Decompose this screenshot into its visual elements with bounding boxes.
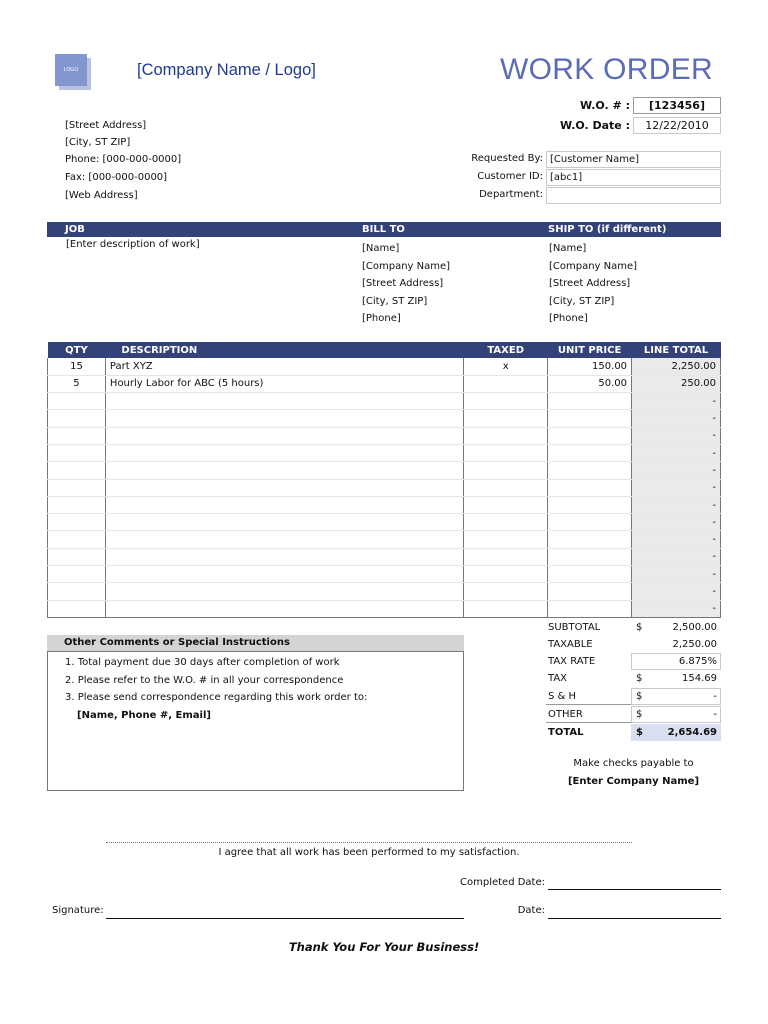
item-description[interactable] xyxy=(105,600,463,617)
table-row xyxy=(48,410,721,427)
item-taxed[interactable] xyxy=(464,427,548,444)
item-qty[interactable] xyxy=(48,462,106,479)
taxed-header: TAXED xyxy=(464,342,548,358)
item-taxed[interactable] xyxy=(464,566,548,583)
comments-box[interactable] xyxy=(47,651,464,791)
completed-date-line[interactable] xyxy=(548,889,721,890)
item-unit-price[interactable] xyxy=(548,410,632,427)
document-title: WORK ORDER xyxy=(500,53,713,86)
item-description[interactable] xyxy=(105,462,463,479)
thank-you-message: Thank You For Your Business! xyxy=(288,940,480,954)
signature-label: Signature: xyxy=(52,905,104,916)
comment-line-3: 3. Please send correspondence regarding this work order to: xyxy=(65,692,368,703)
item-unit-price[interactable] xyxy=(548,514,632,531)
item-line-total: - xyxy=(632,427,721,444)
item-line-total: - xyxy=(632,600,721,617)
customer-id-field[interactable]: [abc1] xyxy=(546,169,721,186)
item-unit-price[interactable]: 50.00 xyxy=(548,375,632,392)
department-field[interactable] xyxy=(546,187,721,204)
item-description[interactable] xyxy=(105,531,463,548)
logo xyxy=(55,54,91,90)
total-value: 2,654.69 xyxy=(667,727,717,738)
item-unit-price[interactable] xyxy=(548,427,632,444)
item-line-total: 2,250.00 xyxy=(632,358,721,375)
item-description[interactable] xyxy=(105,548,463,565)
tax-rate-label: TAX RATE xyxy=(548,656,596,667)
total-row xyxy=(546,724,721,741)
item-taxed[interactable] xyxy=(464,444,548,461)
agreement-text: I agree that all work has been performed to my satisfaction. xyxy=(218,847,520,858)
item-qty[interactable] xyxy=(48,514,106,531)
item-description[interactable] xyxy=(105,514,463,531)
other-value[interactable]: - xyxy=(713,709,717,720)
bill-to-header: BILL TO xyxy=(362,224,405,235)
item-unit-price[interactable] xyxy=(548,566,632,583)
agreement-divider xyxy=(106,842,632,843)
item-line-total: - xyxy=(632,514,721,531)
table-row xyxy=(48,600,721,617)
item-taxed[interactable]: x xyxy=(464,358,548,375)
ship-to-block[interactable] xyxy=(549,240,637,328)
taxable-value: 2,250.00 xyxy=(672,639,717,650)
unit-price-header: UNIT PRICE xyxy=(548,342,632,358)
item-description[interactable]: Part XYZ xyxy=(105,358,463,375)
qty-header: QTY xyxy=(48,342,106,358)
item-qty[interactable] xyxy=(48,496,106,513)
subtotal-row xyxy=(546,619,721,636)
line-items-header xyxy=(48,342,721,358)
customer-id-label: Customer ID: xyxy=(477,171,543,182)
company-phone: Phone: [000-000-0000] xyxy=(65,154,182,165)
ship-to-street: [Street Address] xyxy=(549,278,631,289)
ship-to-phone: [Phone] xyxy=(549,313,588,324)
item-description[interactable] xyxy=(105,393,463,410)
item-taxed[interactable] xyxy=(464,462,548,479)
item-qty[interactable] xyxy=(48,566,106,583)
requested-by-label: Requested By: xyxy=(471,153,543,164)
logo-mark: LOGO xyxy=(55,54,87,86)
wo-date-label: W.O. Date : xyxy=(559,119,630,132)
table-row xyxy=(48,548,721,565)
item-line-total: 250.00 xyxy=(632,375,721,392)
bill-to-name: [Name] xyxy=(362,243,400,254)
company-street: [Street Address] xyxy=(65,120,147,131)
item-qty[interactable] xyxy=(48,410,106,427)
other-currency: $ xyxy=(636,709,643,720)
wo-date-value[interactable]: 12/22/2010 xyxy=(633,117,721,134)
item-description[interactable] xyxy=(105,410,463,427)
item-taxed[interactable] xyxy=(464,514,548,531)
item-taxed[interactable] xyxy=(464,375,548,392)
job-description[interactable]: [Enter description of work] xyxy=(66,239,200,250)
company-fax: Fax: [000-000-0000] xyxy=(65,172,168,183)
payable-line-1: Make checks payable to xyxy=(573,758,694,769)
wo-number-label: W.O. # : xyxy=(580,99,630,112)
item-description[interactable] xyxy=(105,444,463,461)
sh-label: S & H xyxy=(548,691,577,702)
total-currency: $ xyxy=(636,727,643,738)
taxable-label: TAXABLE xyxy=(548,639,593,650)
item-qty[interactable] xyxy=(48,583,106,600)
wo-number-value[interactable]: [123456] xyxy=(633,97,721,114)
item-taxed[interactable] xyxy=(464,548,548,565)
taxable-row xyxy=(546,636,721,653)
requested-by-field[interactable]: [Customer Name] xyxy=(546,151,721,168)
item-qty[interactable]: 15 xyxy=(48,358,106,375)
ship-to-header: SHIP TO (if different) xyxy=(548,224,667,235)
description-header: DESCRIPTION xyxy=(105,342,463,358)
signature-line[interactable] xyxy=(106,918,464,919)
department-label: Department: xyxy=(479,189,543,200)
item-line-total: - xyxy=(632,548,721,565)
date-line[interactable] xyxy=(548,918,721,919)
item-qty[interactable] xyxy=(48,427,106,444)
tax-value: 154.69 xyxy=(682,673,717,684)
tax-currency: $ xyxy=(636,673,643,684)
item-taxed[interactable] xyxy=(464,410,548,427)
item-unit-price[interactable] xyxy=(548,496,632,513)
subtotal-label: SUBTOTAL xyxy=(548,622,601,633)
sh-value[interactable]: - xyxy=(713,691,717,702)
item-taxed[interactable] xyxy=(464,600,548,617)
table-row xyxy=(48,375,721,392)
item-unit-price[interactable] xyxy=(548,583,632,600)
item-line-total: - xyxy=(632,479,721,496)
table-row xyxy=(48,444,721,461)
item-unit-price[interactable] xyxy=(548,462,632,479)
bill-to-company: [Company Name] xyxy=(362,260,451,272)
table-row xyxy=(48,531,721,548)
company-city: [City, ST ZIP] xyxy=(65,137,131,148)
other-row xyxy=(546,706,721,723)
item-unit-price[interactable] xyxy=(548,393,632,410)
company-name-title: [Company Name / Logo] xyxy=(137,61,316,79)
table-row xyxy=(48,393,721,410)
tax-label: TAX xyxy=(548,673,568,684)
date-label: Date: xyxy=(517,905,545,916)
item-description[interactable] xyxy=(105,427,463,444)
item-unit-price[interactable]: 150.00 xyxy=(548,358,632,375)
table-row xyxy=(48,358,721,375)
item-description[interactable] xyxy=(105,566,463,583)
line-items-table xyxy=(47,342,721,618)
item-taxed[interactable] xyxy=(464,583,548,600)
subtotal-value: 2,500.00 xyxy=(672,622,717,633)
ship-to-company: [Company Name] xyxy=(549,260,638,272)
item-unit-price[interactable] xyxy=(548,600,632,617)
item-taxed[interactable] xyxy=(464,393,548,410)
bill-to-city: [City, ST ZIP] xyxy=(362,295,428,307)
item-line-total: - xyxy=(632,531,721,548)
item-unit-price[interactable] xyxy=(548,531,632,548)
table-row xyxy=(48,514,721,531)
item-line-total: - xyxy=(632,444,721,461)
table-row xyxy=(48,566,721,583)
item-line-total: - xyxy=(632,566,721,583)
ship-to-city: [City, ST ZIP] xyxy=(549,295,615,307)
tax-row xyxy=(546,670,721,687)
comment-contact: [Name, Phone #, Email] xyxy=(77,709,211,721)
item-line-total: - xyxy=(632,583,721,600)
other-input-box[interactable] xyxy=(631,706,721,723)
item-qty[interactable] xyxy=(48,548,106,565)
job-header: JOB xyxy=(65,224,85,235)
item-unit-price[interactable] xyxy=(548,548,632,565)
table-row xyxy=(48,462,721,479)
item-unit-price[interactable] xyxy=(548,479,632,496)
table-row xyxy=(48,496,721,513)
comment-line-2: 2. Please refer to the W.O. # in all your correspondence xyxy=(65,674,344,686)
item-description[interactable] xyxy=(105,583,463,600)
completed-date-label: Completed Date: xyxy=(460,877,545,888)
bill-to-street: [Street Address] xyxy=(362,278,444,289)
ship-to-name: [Name] xyxy=(549,243,587,254)
other-label: OTHER xyxy=(548,709,583,720)
tax-rate-value[interactable]: 6.875% xyxy=(678,656,717,667)
table-row xyxy=(48,583,721,600)
item-line-total: - xyxy=(632,462,721,479)
item-taxed[interactable] xyxy=(464,479,548,496)
sh-input-box[interactable] xyxy=(631,688,721,705)
item-line-total: - xyxy=(632,393,721,410)
item-qty[interactable] xyxy=(48,531,106,548)
item-qty[interactable] xyxy=(48,479,106,496)
item-description[interactable] xyxy=(105,496,463,513)
table-row xyxy=(48,427,721,444)
item-line-total: - xyxy=(632,496,721,513)
job-bill-ship-header xyxy=(47,222,721,237)
item-qty[interactable] xyxy=(48,444,106,461)
sh-row xyxy=(546,688,721,705)
comments-title: Other Comments or Special Instructions xyxy=(47,635,464,651)
bill-to-block[interactable] xyxy=(362,240,450,328)
bill-to-phone: [Phone] xyxy=(362,313,401,324)
item-taxed[interactable] xyxy=(464,531,548,548)
item-description[interactable]: Hourly Labor for ABC (5 hours) xyxy=(105,375,463,392)
comment-line-1: 1. Total payment due 30 days after completion of work xyxy=(65,657,340,668)
item-qty[interactable] xyxy=(48,393,106,410)
item-qty[interactable]: 5 xyxy=(48,375,106,392)
payable-company: [Enter Company Name] xyxy=(567,776,700,787)
item-line-total: - xyxy=(632,410,721,427)
table-row xyxy=(48,479,721,496)
sh-currency: $ xyxy=(636,691,643,702)
total-label: TOTAL xyxy=(548,727,584,738)
item-taxed[interactable] xyxy=(464,496,548,513)
item-unit-price[interactable] xyxy=(548,444,632,461)
tax-rate-row xyxy=(546,653,721,670)
line-total-header: LINE TOTAL xyxy=(632,342,721,358)
item-description[interactable] xyxy=(105,479,463,496)
item-qty[interactable] xyxy=(48,600,106,617)
subtotal-currency: $ xyxy=(636,622,643,633)
company-web: [Web Address] xyxy=(65,190,138,201)
